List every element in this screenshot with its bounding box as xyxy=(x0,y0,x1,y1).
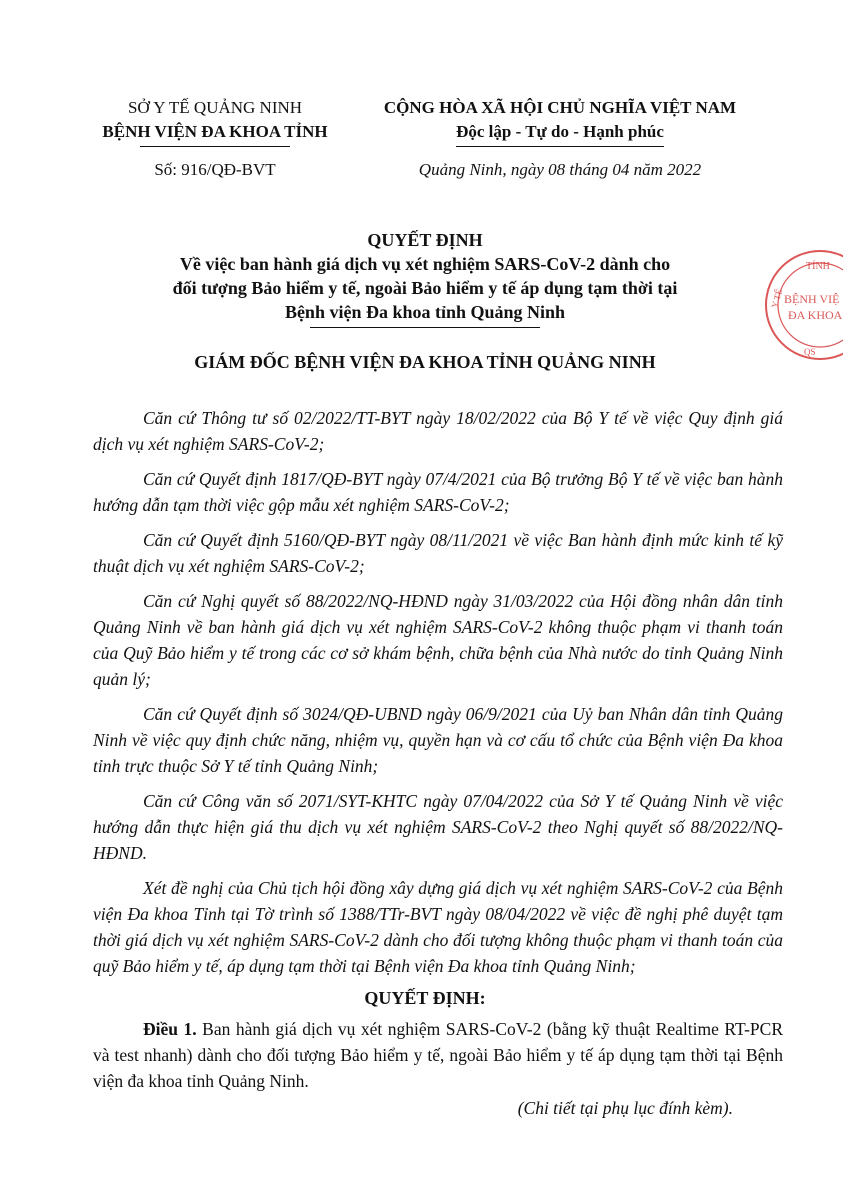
stamp-text: QS xyxy=(804,347,816,357)
legal-basis-paragraph: Căn cứ Quyết định 5160/QĐ-BYT ngày 08/11/2021 về việc Ban hành định mức kinh tế kỹ thuật dịch vụ xét nghiệm SARS-CoV-2; xyxy=(93,530,783,576)
article-1-text: Ban hành giá dịch vụ xét nghiệm SARS-CoV-2 (bằng kỹ thuật Realtime RT-PCR và test nhanh) dành cho đối tượng Bảo hiểm y tế, ngoài Bảo hiểm y tế áp dụng tạm thời tại Bệnh viện đa khoa tỉnh Quảng Ninh. xyxy=(93,1019,784,1091)
stamp-text: BỆNH VIỆ xyxy=(784,292,840,306)
subject-line: Về việc ban hành giá dịch vụ xét nghiệm SARS-CoV-2 dành cho xyxy=(179,254,671,274)
title-underline xyxy=(310,327,540,328)
decision-heading: QUYẾT ĐỊNH: xyxy=(364,988,486,1008)
republic-name: CỘNG HÒA XÃ HỘI CHỦ NGHĨA VIỆT NAM xyxy=(383,98,737,117)
legal-basis-paragraph: Căn cứ Thông tư số 02/2022/TT-BYT ngày 18/02/2022 của Bộ Y tế về việc Quy định giá dịch vụ xét nghiệm SARS-CoV-2; xyxy=(93,408,783,454)
subject-line: Bệnh viện Đa khoa tỉnh Quảng Ninh xyxy=(284,302,566,322)
national-heading xyxy=(355,96,765,147)
ministry-name: SỞ Y TẾ QUẢNG NINH xyxy=(127,98,303,117)
director-heading: GIÁM ĐỐC BỆNH VIỆN ĐA KHOA TỈNH QUẢNG NINH xyxy=(194,352,656,372)
stamp-text: Y TẾ xyxy=(769,287,785,310)
legal-basis-paragraph: Căn cứ Công văn số 2071/SYT-KHTC ngày 07/04/2022 của Sở Y tế Quảng Ninh về việc hướng dẫn thực hiện giá thu dịch vụ xét nghiệm SARS-CoV-2 theo Nghị quyết số 88/2022/NQ-HĐND. xyxy=(93,791,783,863)
subject-line: đối tượng Bảo hiểm y tế, ngoài Bảo hiểm y tế áp dụng tạm thời tại xyxy=(172,278,678,298)
document-title xyxy=(120,228,730,328)
appendix-note: (Chi tiết tại phụ lục đính kèm). xyxy=(517,1098,733,1118)
legal-basis-paragraph: Căn cứ Nghị quyết số 88/2022/NQ-HĐND ngày 31/03/2022 của Hội đồng nhân dân tỉnh Quảng Ninh về ban hành giá dịch vụ xét nghiệm SARS-CoV-2 không thuộc phạm vi thanh toán của Quỹ Bảo hiểm y tế trong các cơ sở khám bệnh, chữa bệnh của Nhà nước do tỉnh Quảng Ninh quản lý; xyxy=(93,591,783,689)
document-number: Số: 916/QĐ-BVT xyxy=(154,160,276,179)
official-stamp xyxy=(760,245,843,365)
article-1 xyxy=(93,1016,783,1094)
national-motto: Độc lập - Tự do - Hạnh phúc xyxy=(456,120,664,147)
issuing-authority xyxy=(70,96,360,147)
legal-basis-paragraph: Xét đề nghị của Chủ tịch hội đồng xây dựng giá dịch vụ xét nghiệm SARS-CoV-2 của Bệnh viện Đa khoa Tỉnh tại Tờ trình số 1388/TTr-BVT ngày 08/04/2022 về việc đề nghị phê duyệt tạm thời giá dịch vụ xét nghiệm SARS-CoV-2 dành cho đối tượng không thuộc phạm vi thanh toán của quỹ Bảo hiểm y tế, áp dụng tạm thời tại Bệnh viện Đa khoa tỉnh Quảng Ninh; xyxy=(93,878,783,976)
title-heading: QUYẾT ĐỊNH xyxy=(367,230,483,250)
stamp-text: ĐA KHOA xyxy=(788,308,843,322)
article-1-label: Điều 1. xyxy=(143,1019,197,1039)
stamp-text: TỈNH xyxy=(806,261,830,272)
organization-name: BỆNH VIỆN ĐA KHOA TỈNH xyxy=(102,120,327,147)
legal-basis-paragraph: Căn cứ Quyết định 1817/QĐ-BYT ngày 07/4/2021 của Bộ trưởng Bộ Y tế về việc ban hành hướng dẫn tạm thời việc gộp mẫu xét nghiệm SARS-CoV-2; xyxy=(93,469,783,515)
article-1-paragraph xyxy=(93,1016,783,1094)
legal-bases xyxy=(93,405,783,988)
place-date: Quảng Ninh, ngày 08 tháng 04 năm 2022 xyxy=(418,160,702,179)
legal-basis-paragraph: Căn cứ Quyết định số 3024/QĐ-UBND ngày 06/9/2021 của Uỷ ban Nhân dân tỉnh Quảng Ninh về việc quy định chức năng, nhiệm vụ, quyền hạn và cơ cấu tổ chức của Bệnh viện Đa khoa tỉnh trực thuộc Sở Y tế tỉnh Quảng Ninh; xyxy=(93,704,783,776)
